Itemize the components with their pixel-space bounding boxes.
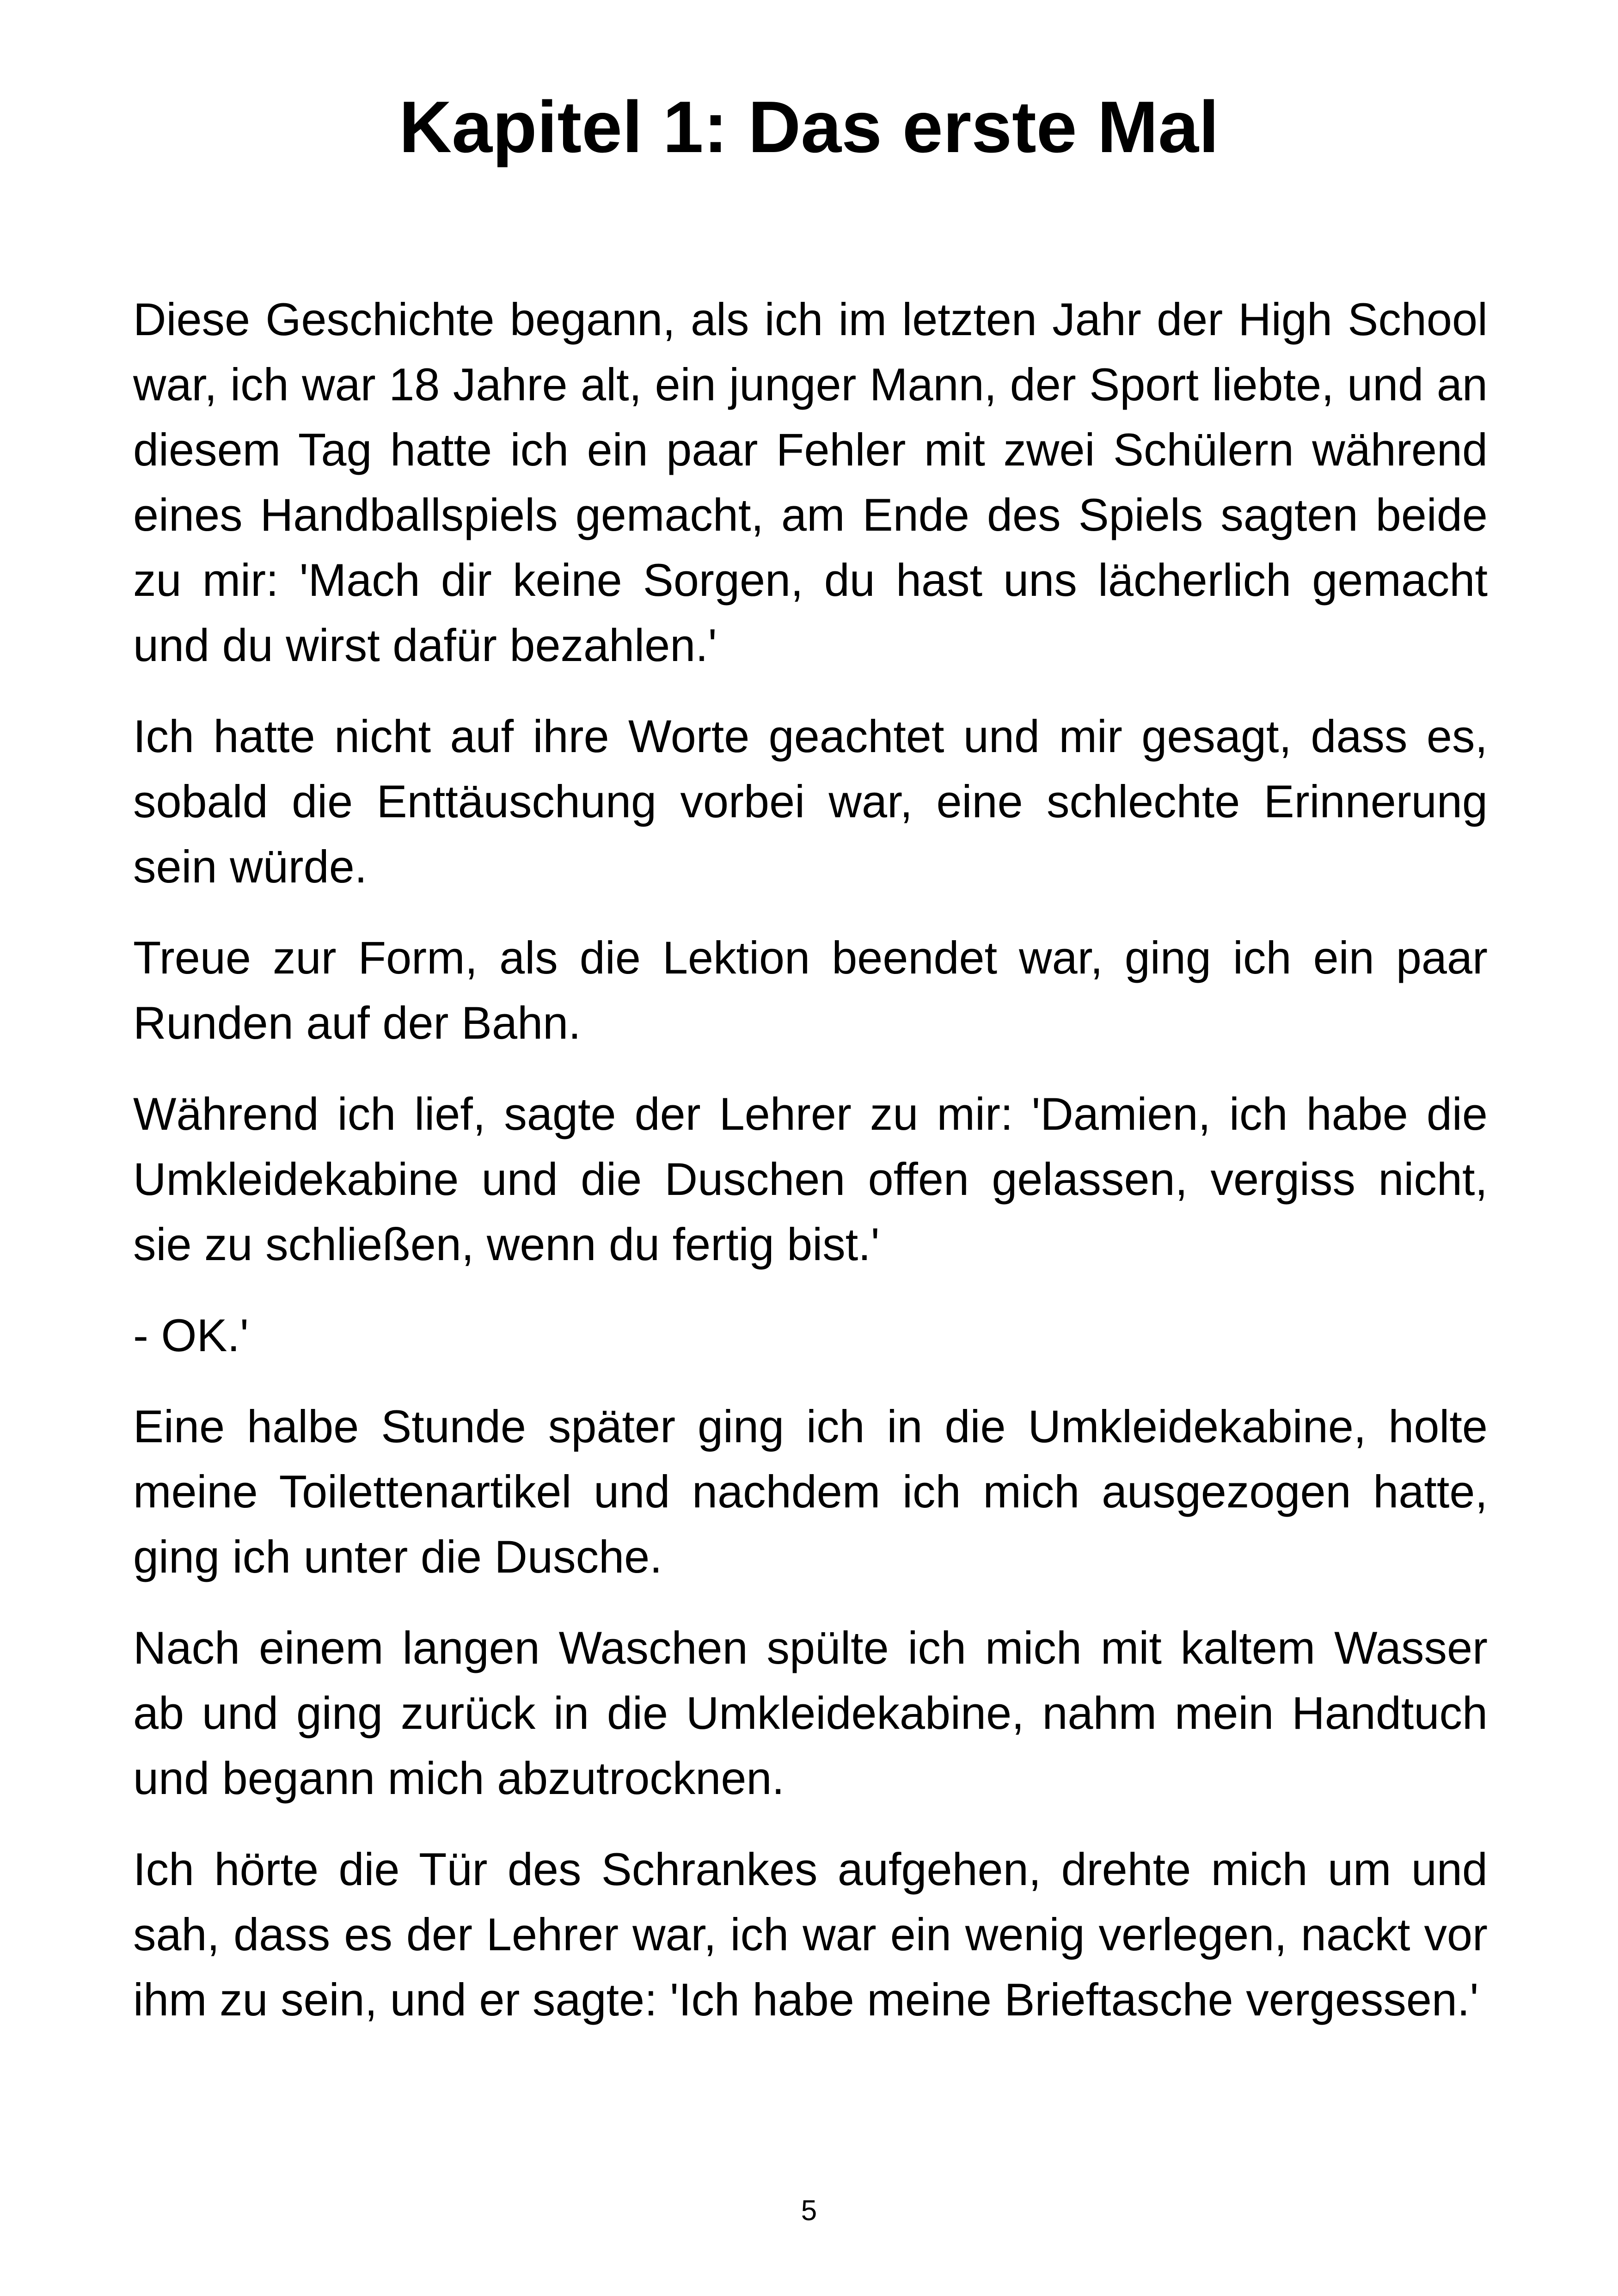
paragraph-7: Nach einem langen Waschen spülte ich mich mit kaltem Wasser ab und ging zurück in die Umkleidekabine, nahm mein Handtuch und begann mich abzutrocknen.	[133, 1622, 1488, 1804]
paragraph-8: Ich hörte die Tür des Schrankes aufgehen, drehte mich um und sah, dass es der Lehrer war, ich war ein wenig verlegen, nackt vor ihm zu sein, und er sagte: 'Ich habe meine Brieftasche vergessen.'	[133, 1843, 1488, 2025]
paragraph-2: Ich hatte nicht auf ihre Worte geachtet und mir gesagt, dass es, sobald die Enttäuschung vorbei war, eine schlechte Erinnerung sein würde.	[133, 710, 1488, 892]
paragraph-5: - OK.'	[133, 1310, 249, 1361]
chapter-body	[133, 287, 1488, 2058]
paragraph-4: Während ich lief, sagte der Lehrer zu mir: 'Damien, ich habe die Umkleidekabine und die Duschen offen gelassen, vergiss nicht, sie zu schließen, wenn du fertig bist.'	[133, 1088, 1488, 1270]
paragraph-3: Treue zur Form, als die Lektion beendet war, ging ich ein paar Runden auf der Bahn.	[133, 932, 1488, 1048]
page-number: 5	[801, 2195, 817, 2227]
paragraph-6: Eine halbe Stunde später ging ich in die Umkleidekabine, holte meine Toilettenartikel und nachdem ich mich ausgezogen hatte, ging ich unter die Dusche.	[133, 1401, 1488, 1582]
paragraph-1: Diese Geschichte begann, als ich im letzten Jahr der High School war, ich war 18 Jahre alt, ein junger Mann, der Sport liebte, und an diesem Tag hatte ich ein paar Fehler mit zwei Schülern während eines Handballspiels gemacht, am Ende des Spiels sagten beide zu mir: 'Mach dir keine Sorgen, du hast uns lächerlich gemacht und du wirst dafür bezahlen.'	[133, 294, 1488, 671]
chapter-title: Kapitel 1: Das erste Mal	[399, 86, 1219, 168]
